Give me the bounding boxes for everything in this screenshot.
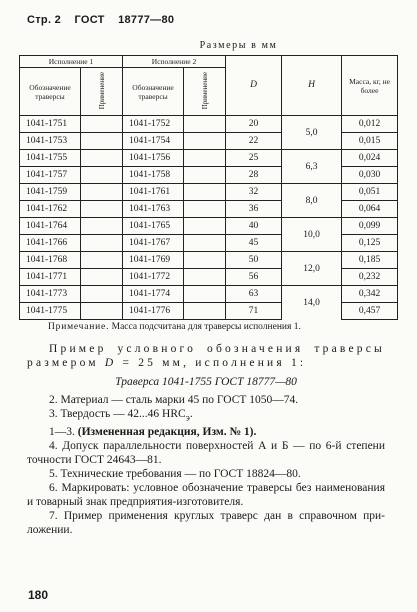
h-value: 5,0 (282, 116, 342, 150)
mass-value: 0,457 (342, 303, 398, 320)
d-value: 22 (226, 133, 282, 150)
primenenie-cell (81, 303, 123, 320)
code-isp2: 1041-1774 (123, 286, 184, 303)
page-number: 180 (28, 588, 49, 602)
d-value: 63 (226, 286, 282, 303)
standard-label: ГОСТ (74, 14, 105, 26)
primenenie-cell (184, 286, 226, 303)
example-text: Пример условного обозначения траверсы размером (27, 343, 385, 369)
code-isp2: 1041-1761 (123, 184, 184, 201)
mass-value: 0,232 (342, 269, 398, 286)
paragraph-6: 6. Маркировать: условное обозначение траверсы без наименования и товарный знак предприятия-изготовителя. (27, 482, 385, 509)
table-row (20, 218, 398, 235)
header-ispolnenie-1: Исполнение 1 (20, 56, 123, 68)
designation-example: Траверса 1041-1755 ГОСТ 18777—80 (115, 376, 297, 388)
paragraph-3-text: 3. Твердость — 42...46 HRC (49, 408, 186, 420)
primenenie-cell (184, 303, 226, 320)
code-isp2: 1041-1767 (123, 235, 184, 252)
code-isp1: 1041-1768 (20, 252, 81, 269)
code-isp2: 1041-1756 (123, 150, 184, 167)
header-oboznachenie-1: Обозначение траверсы (20, 68, 81, 116)
primenenie-cell (184, 201, 226, 218)
primenenie-cell (81, 150, 123, 167)
primenenie-cell (184, 184, 226, 201)
table-row (20, 116, 398, 133)
paragraph-1-3-revision (27, 425, 385, 439)
header-oboznachenie-2: Обозначение траверсы (123, 68, 184, 116)
code-isp2: 1041-1776 (123, 303, 184, 320)
table-row (20, 150, 398, 167)
mass-value: 0,125 (342, 235, 398, 252)
h-value: 6,3 (282, 150, 342, 184)
paragraph-5: 5. Технические требования — по ГОСТ 18824—80. (49, 468, 301, 481)
example-paragraph (27, 342, 385, 370)
code-isp2: 1041-1763 (123, 201, 184, 218)
primenenie-label-1: Применение (97, 71, 106, 110)
h-value: 8,0 (282, 184, 342, 218)
code-isp1: 1041-1751 (20, 116, 81, 133)
primenenie-cell (81, 218, 123, 235)
paragraph-3 (27, 407, 385, 425)
header-ispolnenie-2: Исполнение 2 (123, 56, 226, 68)
primenenie-cell (81, 133, 123, 150)
d-value: 45 (226, 235, 282, 252)
d-value: 25 (226, 150, 282, 167)
primenenie-cell (81, 201, 123, 218)
primenenie-cell (184, 133, 226, 150)
hrc-subscript: э (185, 412, 190, 424)
code-isp2: 1041-1754 (123, 133, 184, 150)
header-mass: Масса, кг, не более (342, 56, 398, 116)
table-row (20, 201, 398, 218)
example-d-symbol: D (104, 357, 117, 369)
mass-value: 0,012 (342, 116, 398, 133)
standard-number: 18777—80 (118, 14, 175, 26)
document-body (27, 342, 385, 537)
code-isp1: 1041-1762 (20, 201, 81, 218)
code-isp1: 1041-1771 (20, 269, 81, 286)
code-isp2: 1041-1772 (123, 269, 184, 286)
note-text: Масса подсчитана для траверсы исполнения 1. (111, 322, 301, 332)
table-row (20, 303, 398, 320)
d-value: 20 (226, 116, 282, 133)
paragraph-4: 4. Допуск параллельности поверхностей А и Б — по 6-й степени точности ГОСТ 24643—81. (27, 440, 385, 467)
mass-value: 0,342 (342, 286, 398, 303)
primenenie-cell (81, 235, 123, 252)
table-row (20, 269, 398, 286)
primenenie-cell (184, 116, 226, 133)
table-note (48, 322, 301, 332)
revision-note: (Измененная редакция, Изм. № 1). (77, 426, 257, 439)
revision-range: 1—3. (49, 426, 78, 439)
d-value: 28 (226, 167, 282, 184)
primenenie-cell (184, 235, 226, 252)
paragraph-3-end: . (189, 408, 193, 420)
mass-value: 0,064 (342, 201, 398, 218)
d-value: 40 (226, 218, 282, 235)
mass-value: 0,024 (342, 150, 398, 167)
primenenie-cell (81, 184, 123, 201)
primenenie-cell (81, 286, 123, 303)
primenenie-cell (184, 167, 226, 184)
primenenie-cell (81, 116, 123, 133)
d-value: 36 (226, 201, 282, 218)
paragraph-2: 2. Материал — сталь марки 45 по ГОСТ 1050—74. (49, 394, 299, 406)
primenenie-cell (81, 269, 123, 286)
primenenie-cell (184, 218, 226, 235)
page-label: Стр. 2 (27, 14, 62, 26)
primenenie-cell (81, 252, 123, 269)
code-isp2: 1041-1765 (123, 218, 184, 235)
paragraph-7: 7. Пример применения круглых траверс дан в справочном приложении. (27, 510, 385, 537)
h-value: 14,0 (282, 286, 342, 320)
mass-value: 0,015 (342, 133, 398, 150)
mass-value: 0,051 (342, 184, 398, 201)
primenenie-label-2: Применение (200, 71, 209, 110)
primenenie-cell (184, 252, 226, 269)
note-label: Примечание. (48, 322, 110, 332)
mass-value: 0,185 (342, 252, 398, 269)
primenenie-cell (184, 150, 226, 167)
code-isp2: 1041-1758 (123, 167, 184, 184)
table-row (20, 235, 398, 252)
code-isp1: 1041-1759 (20, 184, 81, 201)
d-value: 71 (226, 303, 282, 320)
h-value: 10,0 (282, 218, 342, 252)
d-value: 50 (226, 252, 282, 269)
dimensions-table (19, 55, 398, 320)
page-header (27, 14, 184, 26)
table-row (20, 286, 398, 303)
example-text-end: = 25 мм, исполнения 1: (116, 357, 307, 369)
table-row (20, 133, 398, 150)
dimensions-caption: Размеры в мм (199, 40, 278, 51)
code-isp1: 1041-1766 (20, 235, 81, 252)
table-row (20, 184, 398, 201)
mass-value: 0,099 (342, 218, 398, 235)
table-row (20, 252, 398, 269)
code-isp1: 1041-1753 (20, 133, 81, 150)
code-isp1: 1041-1757 (20, 167, 81, 184)
header-d: D (226, 56, 282, 116)
code-isp2: 1041-1769 (123, 252, 184, 269)
header-primenenie-1 (81, 68, 123, 116)
table-row (20, 167, 398, 184)
header-h: H (282, 56, 342, 116)
code-isp1: 1041-1773 (20, 286, 81, 303)
mass-value: 0,030 (342, 167, 398, 184)
d-value: 32 (226, 184, 282, 201)
primenenie-cell (81, 167, 123, 184)
code-isp1: 1041-1755 (20, 150, 81, 167)
code-isp2: 1041-1752 (123, 116, 184, 133)
h-value: 12,0 (282, 252, 342, 286)
code-isp1: 1041-1775 (20, 303, 81, 320)
code-isp1: 1041-1764 (20, 218, 81, 235)
primenenie-cell (184, 269, 226, 286)
d-value: 56 (226, 269, 282, 286)
header-primenenie-2 (184, 68, 226, 116)
